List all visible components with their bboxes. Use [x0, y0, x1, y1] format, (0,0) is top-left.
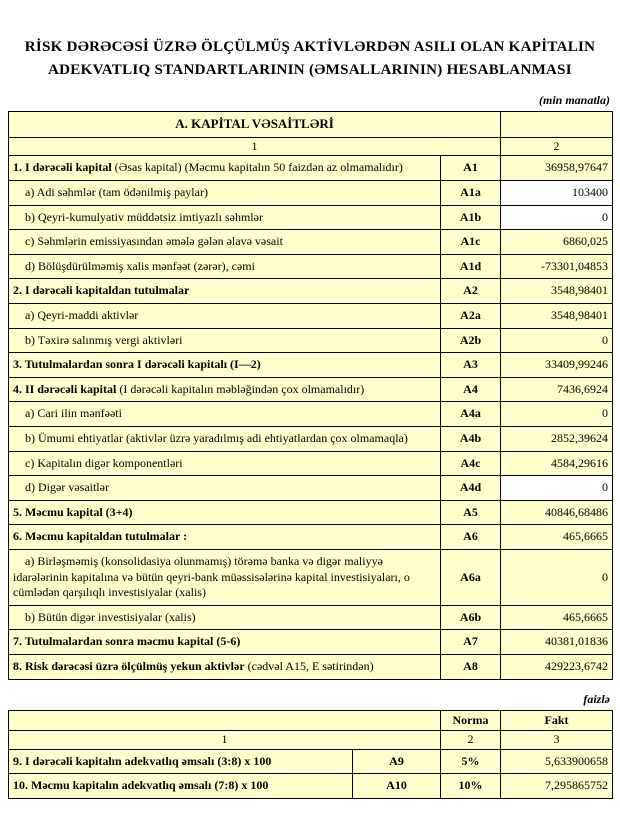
row-label: b) Bütün digər investisiyalar (xalis) [9, 605, 441, 630]
capital-row-A1c [9, 230, 613, 255]
row-value: 0 [501, 402, 613, 427]
fakt-header: Fakt [501, 710, 613, 731]
row-value: 465,6665 [501, 605, 613, 630]
row-fakt: 5,633900658 [501, 749, 613, 774]
row-value: 3548,98401 [501, 304, 613, 329]
row-code: A4b [441, 427, 501, 452]
row-label: d) Bölüşdürülməmiş xalis mənfəət (zərər), cəmi [9, 254, 441, 279]
page-title [12, 36, 608, 81]
ratio-row-A10 [9, 774, 613, 799]
capital-row-A7 [9, 630, 613, 655]
row-value: 103400 [501, 181, 613, 206]
row-label: 3. Tutulmalardan sonra I dərəcəli kapitalı (I—2) [9, 353, 441, 378]
row-value: 429223,6742 [501, 654, 613, 679]
ratio-table [8, 710, 613, 799]
capital-row-A1d [9, 254, 613, 279]
row-label: 8. Risk dərəcəsi üzrə ölçülmüş yekun aktivlər (cədvəl A15, E sətirindən) [9, 654, 441, 679]
row-code: A4d [441, 476, 501, 501]
capital-row-A1a [9, 181, 613, 206]
capital-row-A1 [9, 156, 613, 181]
row-label: a) Adi səhmlər (tam ödənilmiş paylar) [9, 181, 441, 206]
row-code: A2a [441, 304, 501, 329]
row-label: d) Digər vəsaitlər [9, 476, 441, 501]
capital-row-A8 [9, 654, 613, 679]
row-value: 2852,39624 [501, 427, 613, 452]
row-label: 4. II dərəcəli kapital (I dərəcəli kapitalın məbləğindən çox olmamalıdır) [9, 377, 441, 402]
row-code: A9 [353, 749, 441, 774]
row-label: a) Cari ilin mənfəəti [9, 402, 441, 427]
row-value: 0 [501, 549, 613, 605]
row-label: b) Qeyri-kumulyativ müddətsiz imtiyazlı səhmlər [9, 205, 441, 230]
ratio-header-row [9, 710, 613, 731]
row-value: 0 [501, 205, 613, 230]
row-code: A2b [441, 328, 501, 353]
capital-table-body [9, 156, 613, 679]
row-code: A2 [441, 279, 501, 304]
capital-row-A2b [9, 328, 613, 353]
capital-row-A6b [9, 605, 613, 630]
page-title-line1: RİSK DƏRƏCƏSİ ÜZRƏ ÖLÇÜLMÜŞ AKTİVLƏRDƏN ASILI OLAN KAPİTALIN [24, 39, 596, 55]
capital-row-A3 [9, 353, 613, 378]
capital-row-A4b [9, 427, 613, 452]
row-code: A7 [441, 630, 501, 655]
row-label: 10. Məcmu kapitalın adekvatlıq əmsalı (7:8) x 100 [9, 774, 353, 799]
row-label: 7. Tutulmalardan sonra məcmu kapital (5-6) [9, 630, 441, 655]
row-value: -73301,04853 [501, 254, 613, 279]
ratio-col-header-1: 1 [9, 731, 441, 750]
ratio-row-A9 [9, 749, 613, 774]
row-value: 465,6665 [501, 525, 613, 550]
row-label: 9. I dərəcəli kapitalın adekvatlıq əmsalı (3:8) x 100 [9, 749, 353, 774]
row-label: 6. Məcmu kapitaldan tutulmalar : [9, 525, 441, 550]
row-value: 3548,98401 [501, 279, 613, 304]
row-label: 1. I dərəcəli kapital (Əsas kapital) (Məcmu kapitalın 50 faizdən az olmamalıdır) [9, 156, 441, 181]
row-code: A6a [441, 549, 501, 605]
page-title-line2: ADEKVATLIQ STANDARTLARININ (ƏMSALLARININ) HESABLANMASI [48, 61, 572, 78]
row-value: 6860,025 [501, 230, 613, 255]
row-code: A4a [441, 402, 501, 427]
unit-note: (min manatla) [538, 93, 610, 107]
row-value: 40846,68486 [501, 500, 613, 525]
row-value: 0 [501, 328, 613, 353]
row-code: A4 [441, 377, 501, 402]
capital-row-A2 [9, 279, 613, 304]
row-code: A1 [441, 156, 501, 181]
row-value: 33409,99246 [501, 353, 613, 378]
capital-row-A1b [9, 205, 613, 230]
ratio-col-header-2: 2 [441, 731, 501, 750]
row-code: A1d [441, 254, 501, 279]
ratio-col-number-row [9, 731, 613, 750]
row-fakt: 7,295865752 [501, 774, 613, 799]
row-label: 5. Məcmu kapital (3+4) [9, 500, 441, 525]
row-code: A5 [441, 500, 501, 525]
capital-row-A6a [9, 549, 613, 605]
row-value: 0 [501, 476, 613, 501]
capital-col-header-1: 1 [9, 137, 501, 156]
row-value: 40381,01836 [501, 630, 613, 655]
row-label: a) Birləşməmiş (konsolidasiya olunmamış) törəmə banka və digər maliyyə idarələrinin kapitalına və bütün qeyri-bank müəssisələrinə kapital investisiyaları, o cümlədən qarşılıqlı investisiyalar (xalis) [9, 549, 441, 605]
capital-row-A4d [9, 476, 613, 501]
row-label: 2. I dərəcəli kapitaldan tutulmalar [9, 279, 441, 304]
row-norma: 5% [441, 749, 501, 774]
norma-header: Norma [441, 710, 501, 731]
row-label: c) Kapitalın digər komponentləri [9, 451, 441, 476]
capital-table-title-spacer [501, 112, 613, 138]
capital-row-A4c [9, 451, 613, 476]
ratio-col-header-3: 3 [501, 731, 613, 750]
row-code: A1b [441, 205, 501, 230]
row-code: A1a [441, 181, 501, 206]
row-code: A4c [441, 451, 501, 476]
capital-row-A5 [9, 500, 613, 525]
capital-table [8, 111, 613, 680]
capital-row-A4a [9, 402, 613, 427]
ratio-table-body [9, 749, 613, 798]
row-value: 4584,29616 [501, 451, 613, 476]
capital-row-A6 [9, 525, 613, 550]
row-code: A10 [353, 774, 441, 799]
row-value: 7436,6924 [501, 377, 613, 402]
capital-row-A4 [9, 377, 613, 402]
row-label: a) Qeyri-maddi aktivlər [9, 304, 441, 329]
capital-table-title-row [9, 112, 613, 138]
capital-col-header-2: 2 [501, 137, 613, 156]
capital-col-number-row [9, 137, 613, 156]
row-label: c) Səhmlərin emissiyasından əmələ gələn əlavə vəsait [9, 230, 441, 255]
row-code: A8 [441, 654, 501, 679]
percent-note: faizlə [583, 691, 610, 706]
ratio-header-spacer [9, 710, 441, 731]
capital-row-A2a [9, 304, 613, 329]
row-label: b) Təxirə salınmış vergi aktivləri [9, 328, 441, 353]
row-norma: 10% [441, 774, 501, 799]
row-code: A3 [441, 353, 501, 378]
row-value: 36958,97647 [501, 156, 613, 181]
capital-table-title: A. KAPİTAL VƏSAİTLƏRİ [9, 112, 501, 138]
row-code: A6b [441, 605, 501, 630]
row-label: b) Ümumi ehtiyatlar (aktivlər üzrə yaradılmış adi ehtiyatlardan çox olmamaqla) [9, 427, 441, 452]
row-code: A6 [441, 525, 501, 550]
row-code: A1c [441, 230, 501, 255]
